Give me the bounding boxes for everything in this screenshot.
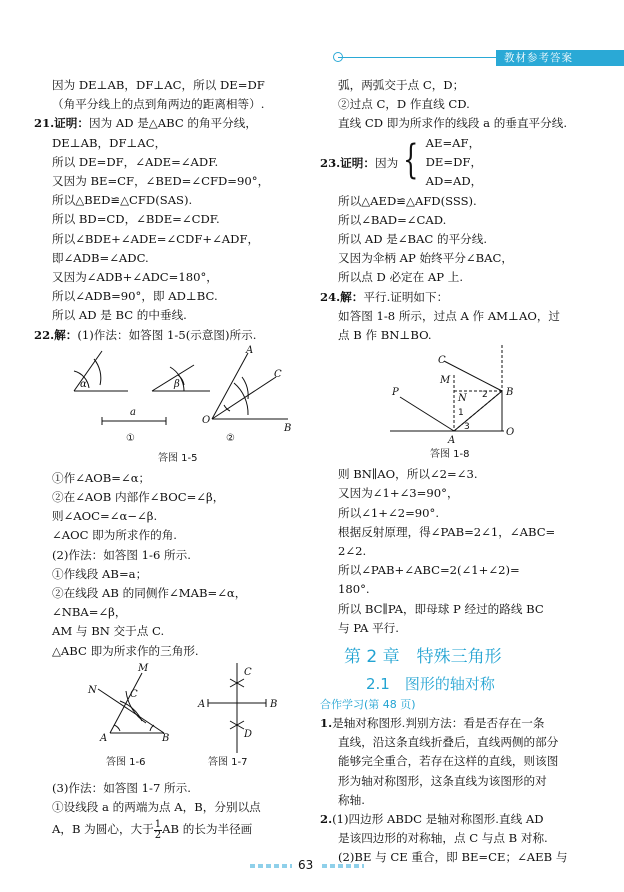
text-line: ②在线段 AB 的同侧作∠MAB=∠α， <box>52 586 247 601</box>
text-line: 点 B 作 BN⊥BO. <box>338 328 432 343</box>
point-d-label: D <box>244 728 253 740</box>
question-number: 21. <box>34 116 55 131</box>
text-line: 2∠2. <box>338 544 367 559</box>
text-line: 平行.证明如下： <box>363 289 449 304</box>
text-line: 所以 AD 是∠BAC 的平分线. <box>338 232 488 247</box>
text-line: 因为 AD 是△ABC 的角平分线， <box>88 116 257 131</box>
text-line: 所以∠PAB+∠ABC=2(∠1+∠2)= <box>338 563 520 578</box>
header-title: 教材参考答案 <box>496 50 624 66</box>
text-line: ①设线段 a 的两端为点 A，B，分别以点 <box>52 800 261 815</box>
point-n-label: N <box>458 393 467 405</box>
point-n-label: N <box>88 684 97 696</box>
text-line: (1)作法：如答图 1-5(示意图)所示. <box>77 327 257 342</box>
point-b-label: B <box>162 732 170 744</box>
text-line: (1)四边形 ABDC 是轴对称图形.直线 AD <box>332 812 544 827</box>
text-line: 所以 AD 是 BC 的中垂线. <box>52 308 187 323</box>
point-b-label-2: B <box>270 698 278 710</box>
question-number: 22. <box>34 327 55 342</box>
text-line: ①作线段 AB=a； <box>52 566 148 581</box>
item-number: 2. <box>320 812 333 827</box>
angle-2-label: 2 <box>482 390 488 401</box>
text-line: 所以∠BAD=∠CAD. <box>338 212 447 227</box>
text-fragment: AB 的长为半径画 <box>162 822 253 837</box>
fraction-denominator: 2 <box>154 829 162 841</box>
text-line: 能够完全重合，若存在这样的直线，则该图 <box>338 754 559 769</box>
fig-number-1: ① <box>126 432 135 444</box>
point-b-label: B <box>506 387 514 399</box>
text-line: 称轴. <box>338 792 365 807</box>
segment-a-label: a <box>130 406 136 418</box>
left-column <box>34 76 314 841</box>
figure-caption-1-6: 答图 1-6 <box>106 756 146 768</box>
text-line: AM 与 BN 交于点 C. <box>52 624 165 639</box>
text-line: 即∠ADB=∠ADC. <box>52 250 149 265</box>
fig-number-2: ② <box>226 432 235 444</box>
text-line: （角平分线上的点到角两边的距离相等）. <box>52 97 265 112</box>
text-line: 所以△AED≌△AFD(SSS). <box>338 193 477 208</box>
text-line: 又因为伞柄 AP 始终平分∠BAC， <box>338 251 513 266</box>
angle-1-label: 1 <box>458 408 464 419</box>
text-line: (3)作法：如答图 1-7 所示. <box>52 780 191 795</box>
answer-head: 证明： <box>54 116 89 131</box>
figure-caption: 答图 1-5 <box>158 452 198 464</box>
point-m-label: M <box>440 375 451 387</box>
text-line: 所以 BD=CD，∠BDE=∠CDF. <box>52 212 220 227</box>
text-line: DE⊥AB，DF⊥AC， <box>52 135 167 150</box>
question-24 <box>320 288 582 307</box>
text-line: 如答图 1-8 所示，过点 A 作 AM⊥AO，过 <box>338 308 561 323</box>
item-1 <box>320 714 582 733</box>
text-line: 直线 CD 即为所求作的线段 a 的垂直平分线. <box>338 116 568 131</box>
point-a-label: A <box>100 732 108 744</box>
text-line: 是该四边形的对称轴，点 C 与点 B 对称. <box>338 831 548 846</box>
question-number: 23. <box>320 155 341 170</box>
point-p-label: P <box>392 387 399 399</box>
text-line: 又因为∠1+∠3=90°， <box>338 486 459 501</box>
fraction-numerator: 1 <box>154 818 162 830</box>
condition-line: DE=DF， <box>425 154 483 169</box>
because-text: 因为 <box>374 155 399 170</box>
figure-1-8 <box>320 345 582 465</box>
point-c-label-2: C <box>244 666 252 678</box>
question-21 <box>34 114 314 133</box>
conditions <box>426 134 483 192</box>
point-c-label: C <box>274 368 282 380</box>
fraction-half <box>154 820 162 841</box>
figure-1-5 <box>34 345 314 469</box>
item-2 <box>320 810 582 829</box>
text-line <box>34 817 314 841</box>
figures-1-6-1-7 <box>34 661 314 779</box>
point-c-label: C <box>438 355 446 367</box>
condition-line: AE=AF， <box>425 135 481 150</box>
point-o-label: O <box>202 414 211 426</box>
text-line: 则∠AOC=∠α−∠β. <box>52 509 158 524</box>
text-line: ∠NBA=∠β， <box>52 605 127 620</box>
text-line: ②在∠AOB 内部作∠BOC=∠β， <box>52 490 225 505</box>
figure-caption-1-7: 答图 1-7 <box>208 756 248 768</box>
text-line: ②过点 C，D 作直线 CD. <box>338 97 470 112</box>
text-line: 与 PA 平行. <box>338 620 399 635</box>
text-line: 直线，沿这条直线折叠后，直线两侧的部分 <box>338 735 559 750</box>
text-line: 又因为 BE=CF，∠BED=∠CFD=90°， <box>52 174 270 189</box>
text-line: 所以∠1+∠2=90°. <box>338 505 440 520</box>
text-line: 形为轴对称图形，这条直线为该图形的对 <box>338 773 547 788</box>
alpha-label: α <box>80 378 87 390</box>
header-rule <box>338 57 498 58</box>
text-line: 所以 BC∥PA，即母球 P 经过的路线 BC <box>338 601 544 616</box>
text-line: (2)作法：如答图 1-6 所示. <box>52 547 191 562</box>
question-22 <box>34 326 314 345</box>
angle-3-label: 3 <box>464 422 470 433</box>
subsection-title: 合作学习(第 48 页) <box>320 698 416 712</box>
text-line: 所以 DE=DF，∠ADE=∠ADF. <box>52 154 219 169</box>
point-b-label: B <box>284 422 292 434</box>
right-column <box>320 76 582 868</box>
section-title: 2.1 图形的轴对称 <box>366 675 495 694</box>
point-a-label-2: A <box>198 698 206 710</box>
answer-head: 解： <box>54 327 78 342</box>
text-line: 所以△BED≌△CFD(SAS). <box>52 193 193 208</box>
condition-line: AD=AD， <box>425 174 483 189</box>
page-number: 63 <box>298 858 314 872</box>
text-line: 所以∠BDE+∠ADE=∠CDF+∠ADF， <box>52 231 260 246</box>
question-23 <box>320 134 582 192</box>
answer-head: 解： <box>340 289 364 304</box>
text-line: 根据反射原理，得∠PAB=2∠1，∠ABC= <box>338 524 556 539</box>
point-a-label: A <box>246 344 254 356</box>
text-line: 弧，两弧交于点 C，D； <box>338 78 465 92</box>
footer-dots-right <box>322 864 364 868</box>
text-line: 所以点 D 必定在 AP 上. <box>338 270 464 285</box>
brace-symbol: { <box>403 136 419 183</box>
point-m-label: M <box>138 662 149 674</box>
text-line: 180°. <box>338 582 370 597</box>
footer-dots-left <box>250 864 292 868</box>
text-line: ①作∠AOB=∠α； <box>52 470 151 485</box>
text-line: 所以∠ADB=90°，即 AD⊥BC. <box>52 289 218 304</box>
text-line: △ABC 即为所求作的三角形. <box>52 643 199 658</box>
point-o-label: O <box>506 427 515 439</box>
figure-caption: 答图 1-8 <box>430 449 470 461</box>
point-a-label: A <box>448 435 456 447</box>
question-number: 24. <box>320 289 341 304</box>
text-fragment: A，B 为圆心，大于 <box>52 822 154 837</box>
text-line: (2)BE 与 CE 重合，即 BE=CE；∠AEB 与 <box>338 850 568 865</box>
text-line: 因为 DE⊥AB，DF⊥AC，所以 DE=DF <box>52 78 265 92</box>
chapter-title: 第 2 章 特殊三角形 <box>344 647 502 668</box>
point-c-label: C <box>130 688 138 700</box>
answer-head: 证明： <box>340 155 375 170</box>
item-number: 1. <box>320 716 333 731</box>
text-line: 是轴对称图形.判别方法：看是否存在一条 <box>332 716 545 731</box>
beta-label: β <box>174 378 180 390</box>
text-line: 则 BN∥AO，所以∠2=∠3. <box>338 467 478 482</box>
text-line: ∠AOC 即为所求作的角. <box>52 528 177 543</box>
text-line: 又因为∠ADB+∠ADC=180°， <box>52 270 218 285</box>
